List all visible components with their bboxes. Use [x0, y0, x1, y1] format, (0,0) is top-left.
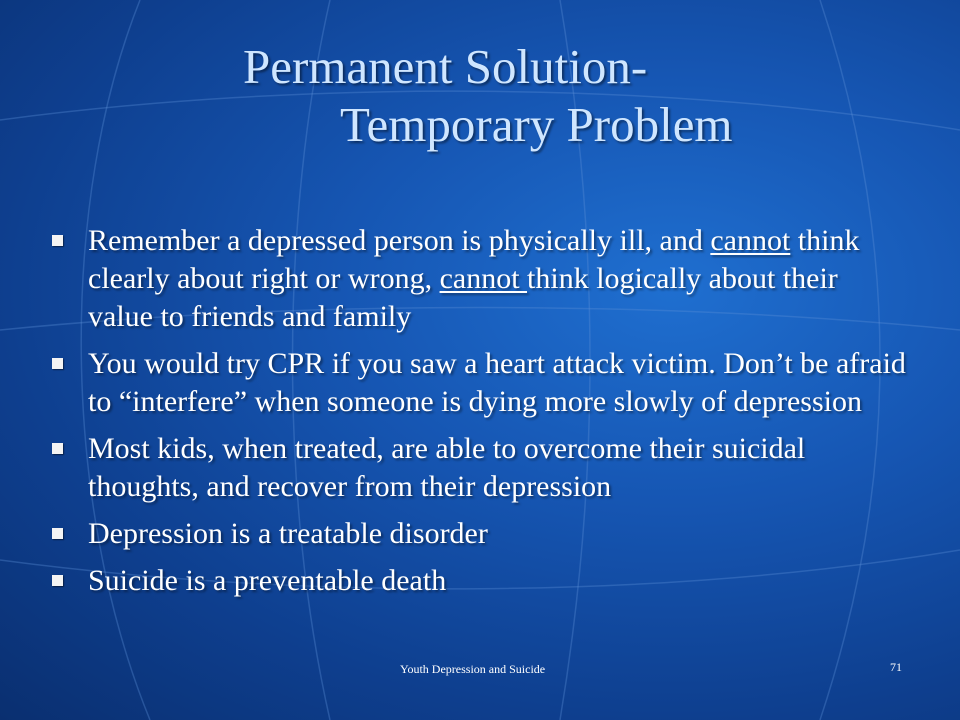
underlined-cannot: cannot [710, 224, 791, 257]
square-bullet-icon [52, 358, 63, 369]
square-bullet-icon [52, 443, 63, 454]
bullet-item [48, 222, 908, 336]
square-bullet-icon [52, 575, 63, 586]
title-line-1: Permanent Solution- [243, 39, 648, 94]
bullet-text: You would try CPR if you saw a heart attack victim. Don’t be afraid to “interfere” when someone is dying more slowly of depression [88, 347, 906, 418]
slide-footer: Youth Depression and Suicide [400, 662, 546, 676]
bullet-item [48, 430, 908, 506]
title-line-2: Temporary Problem [340, 97, 733, 152]
bullet-item [48, 562, 908, 600]
slide-number: 71 [890, 660, 902, 674]
slide-title [0, 38, 960, 154]
square-bullet-icon [52, 235, 63, 246]
bullet-item [48, 345, 908, 421]
bullet-list [48, 222, 908, 609]
square-bullet-icon [52, 528, 63, 539]
bullet-text: Depression is a treatable disorder [88, 517, 488, 550]
bullet-text: Most kids, when treated, are able to overcome their suicidal thoughts, and recover from their depression [88, 432, 806, 503]
bullet-item [48, 515, 908, 553]
bullet-text-part: Remember a depressed person is physically ill, and [88, 224, 711, 257]
bullet-text-part: think logically about their value to friends and family [88, 262, 838, 333]
bullet-text-part: think clearly about right or wrong, [88, 224, 860, 295]
bullet-text: Suicide is a preventable death [88, 564, 447, 597]
underlined-cannot: cannot [439, 262, 528, 295]
